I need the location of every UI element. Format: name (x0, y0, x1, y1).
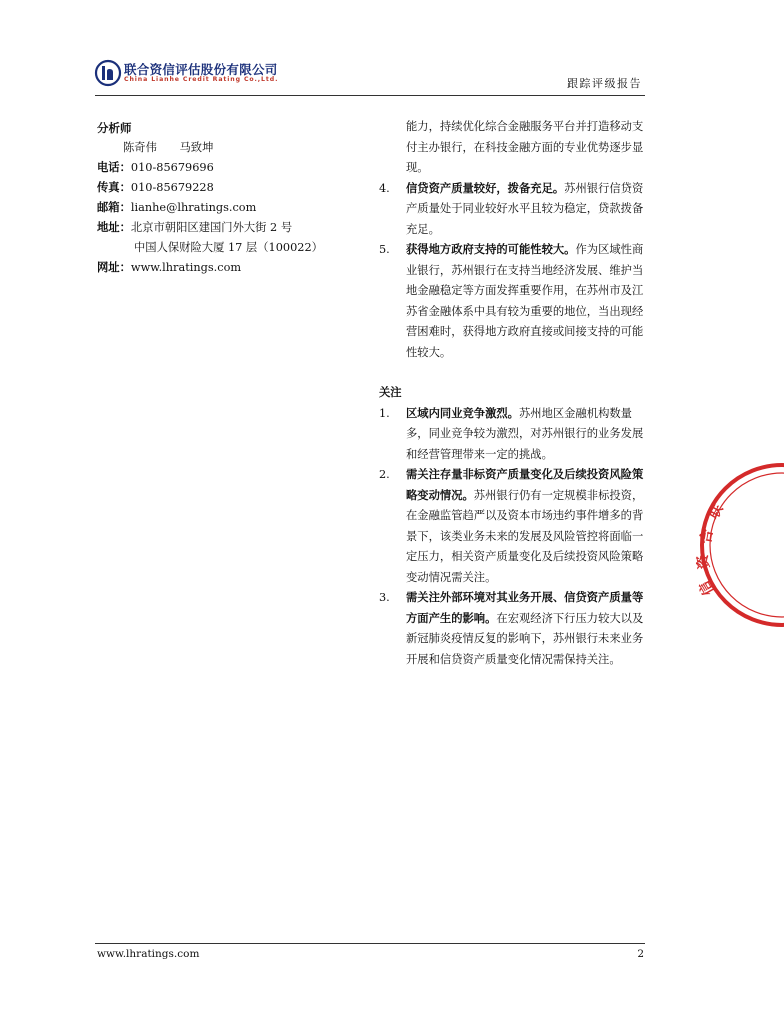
svg-text:资: 资 (694, 553, 713, 571)
address-line-2: 中国人保财险大厦 17 层（100022） (134, 241, 323, 254)
page-header (95, 60, 645, 93)
main-content (379, 117, 649, 670)
item-body: 苏州银行仍有一定规模非标投资，在金融监管趋严以及资本市场违约事件增多的背景下，该类业务未来的发展及风险管控将面临一定压力，相关资产质量变化及后续投资风险策略变动情况需关注。 (406, 488, 644, 584)
address-row (97, 218, 367, 238)
svg-text:联: 联 (705, 501, 727, 522)
website-value[interactable]: www.lhratings.com (130, 261, 242, 274)
fax-row (97, 178, 367, 198)
item-heading: 需关注存量非标资产质量变化及后续投资风险策略变动情况。 (406, 468, 644, 502)
item-body: 苏州地区金融机构数量多，同业竞争较为激烈，对苏州银行的业务发展和经营管理带来一定的挑战。 (406, 406, 644, 461)
item-heading: 信贷资产质量较好，拨备充足。 (406, 181, 565, 195)
item-heading: 区域内同业竞争激烈。 (406, 406, 519, 420)
item-number: 4. (379, 181, 390, 195)
website-row (97, 258, 367, 278)
address-label: 地址： (97, 221, 131, 234)
website-label: 网址： (97, 261, 131, 274)
address-line-1: 北京市朝阳区建国门外大街 2 号 (130, 221, 293, 234)
fax-label: 传真： (97, 181, 131, 194)
phone-value: 010-85679696 (130, 161, 214, 174)
strength-item-4 (379, 179, 649, 241)
company-name-cn: 联合资信评估股份有限公司 (124, 62, 278, 77)
footer-website[interactable]: www.lhratings.com (97, 948, 200, 960)
item-heading: 获得地方政府支持的可能性较大。 (406, 243, 576, 256)
report-type: 跟踪评级报告 (567, 77, 642, 90)
concern-item-1 (379, 404, 649, 466)
contact-block (97, 118, 367, 278)
strength-item-5 (379, 240, 649, 363)
email-row (97, 198, 367, 218)
phone-row (97, 158, 367, 178)
company-logo-icon (95, 60, 121, 86)
email-value[interactable]: lianhe@lhratings.com (130, 201, 257, 214)
item-number: 2. (379, 468, 390, 481)
company-name-en: China Lianhe Credit Rating Co.,Ltd. (124, 76, 279, 83)
concerns-title: 关注 (379, 386, 402, 399)
footer-divider (95, 943, 645, 944)
phone-label: 电话： (97, 161, 131, 174)
item-number: 1. (379, 406, 390, 420)
fax-value: 010-85679228 (130, 181, 214, 194)
item-number: 5. (379, 243, 390, 256)
strength-3-continuation: 能力，持续优化综合金融服务平台并打造移动支付主办银行，在科技金融方面的专业优势逐步显现。 (406, 120, 644, 174)
item-body: 苏州银行信贷资产质量处于同业较好水平且较为稳定，贷款拨备充足。 (406, 181, 644, 236)
svg-text:信: 信 (696, 577, 718, 598)
item-body: 在宏观经济下行压力较大以及新冠肺炎疫情反复的影响下，苏州银行未来业务开展和信贷资产质量变化情况需保持关注。 (406, 611, 644, 666)
page-number: 2 (637, 948, 644, 960)
concern-item-2 (379, 465, 649, 588)
item-number: 3. (379, 591, 390, 604)
item-heading: 需关注外部环境对其业务开展、信贷资产质量等方面产生的影响。 (406, 591, 644, 625)
analyst-names: 陈奇伟 马致坤 (123, 141, 214, 154)
concern-item-3 (379, 588, 649, 670)
item-body: 作为区域性商业银行，苏州银行在支持当地经济发展、维护当地金融稳定等方面发挥重要作用，在苏州市及江苏省金融体系中具有较为重要的地位，当出现经营困难时，获得地方政府直接或间接支持的可能性较大。 (406, 243, 644, 359)
svg-text:合: 合 (698, 528, 717, 545)
company-seal-stamp (694, 440, 784, 650)
analyst-title: 分析师 (97, 121, 132, 135)
email-label: 邮箱： (97, 201, 131, 214)
header-divider (95, 95, 645, 96)
